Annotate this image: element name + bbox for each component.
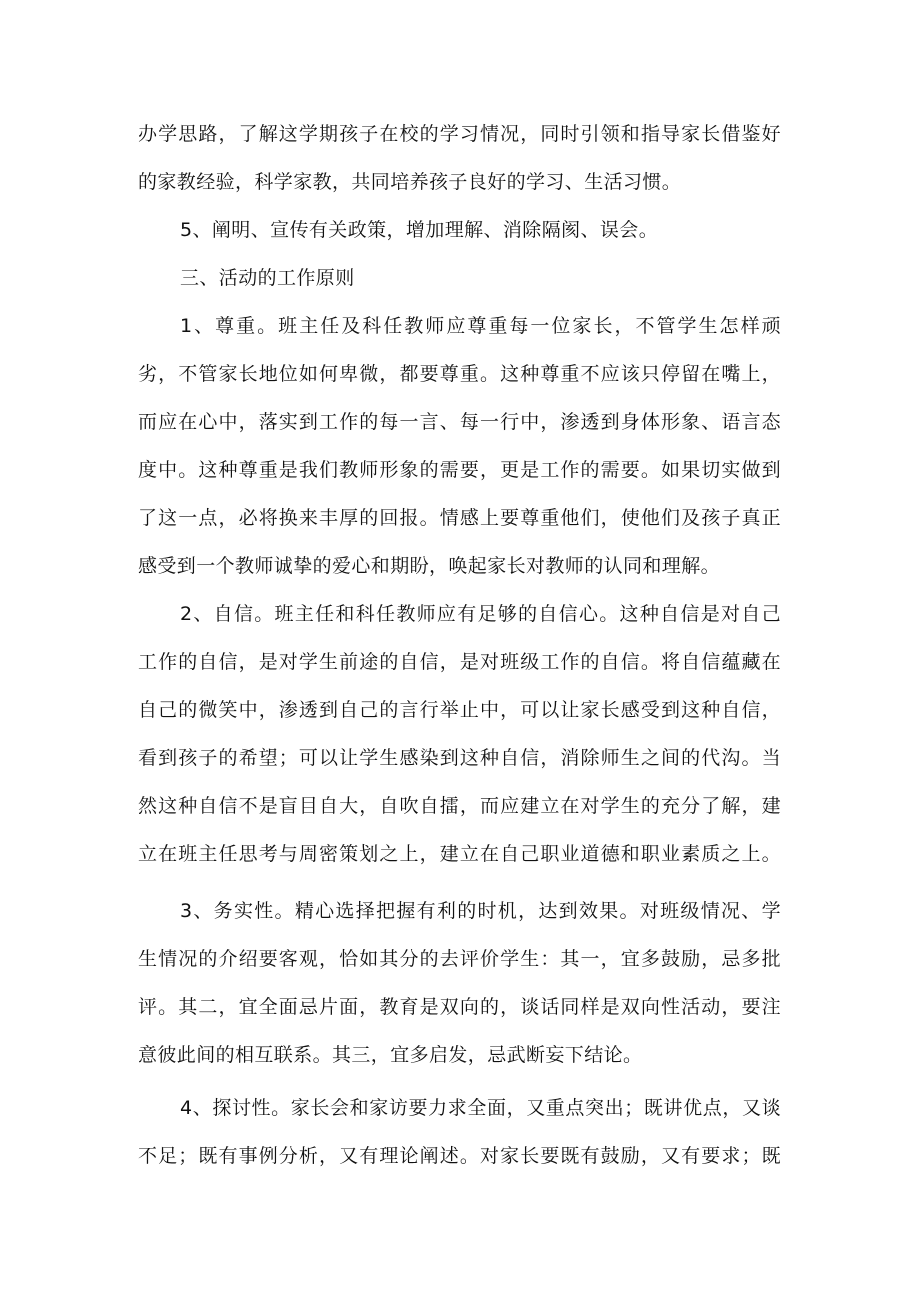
paragraph-line: 评。其二，宜全面忌片面，教育是双向的，谈话同样是双向性活动，要注 (138, 996, 781, 1018)
paragraph-line: 立在班主任思考与周密策划之上，建立在自己职业道德和职业素质之上。 (138, 843, 781, 865)
paragraph-line: 生情况的介绍要客观，恰如其分的去评价学生：其一，宜多鼓励，忌多批 (138, 948, 781, 970)
paragraph-line: 4、探讨性。家长会和家访要力求全面，又重点突出；既讲优点，又谈 (180, 1097, 781, 1119)
section-heading: 三、活动的工作原则 (180, 267, 355, 289)
paragraph-line: 劣，不管家长地位如何卑微，都要尊重。这种尊重不应该只停留在嘴上， (138, 363, 781, 385)
paragraph-line: 工作的自信，是对学生前途的自信，是对班级工作的自信。将自信蕴藏在 (138, 651, 781, 673)
paragraph-line: 办学思路，了解这学期孩子在校的学习情况，同时引领和指导家长借鉴好 (138, 123, 781, 145)
paragraph-line: 感受到一个教师诚挚的爱心和期盼，唤起家长对教师的认同和理解。 (138, 555, 721, 577)
paragraph-line: 1、尊重。班主任及科任教师应尊重每一位家长，不管学生怎样顽 (180, 315, 781, 337)
paragraph-line: 而应在心中，落实到工作的每一言、每一行中，渗透到身体形象、语言态 (138, 411, 781, 433)
paragraph-line: 了这一点，必将换来丰厚的回报。情感上要尊重他们，使他们及孩子真正 (138, 507, 781, 529)
paragraph-line: 的家教经验，科学家教，共同培养孩子良好的学习、生活习惯。 (138, 171, 682, 193)
paragraph-line: 意彼此间的相互联系。其三，宜多启发，忌武断妄下结论。 (138, 1044, 643, 1066)
list-item-5: 5、阐明、宣传有关政策，增加理解、消除隔阂、误会。 (180, 219, 659, 241)
paragraph-line: 自己的微笑中，渗透到自己的言行举止中，可以让家长感受到这种自信， (138, 699, 781, 721)
paragraph-line: 看到孩子的希望；可以让学生感染到这种自信，消除师生之间的代沟。当 (138, 747, 781, 769)
paragraph-line: 度中。这种尊重是我们教师形象的需要，更是工作的需要。如果切实做到 (138, 459, 781, 481)
paragraph-line: 然这种自信不是盲目自大，自吹自擂，而应建立在对学生的充分了解，建 (138, 795, 781, 817)
paragraph-line: 不足；既有事例分析，又有理论阐述。对家长要既有鼓励，又有要求；既 (138, 1145, 781, 1167)
paragraph-line: 2、自信。班主任和科任教师应有足够的自信心。这种自信是对自己 (180, 603, 781, 625)
paragraph-line: 3、务实性。精心选择把握有利的时机，达到效果。对班级情况、学 (180, 900, 781, 922)
